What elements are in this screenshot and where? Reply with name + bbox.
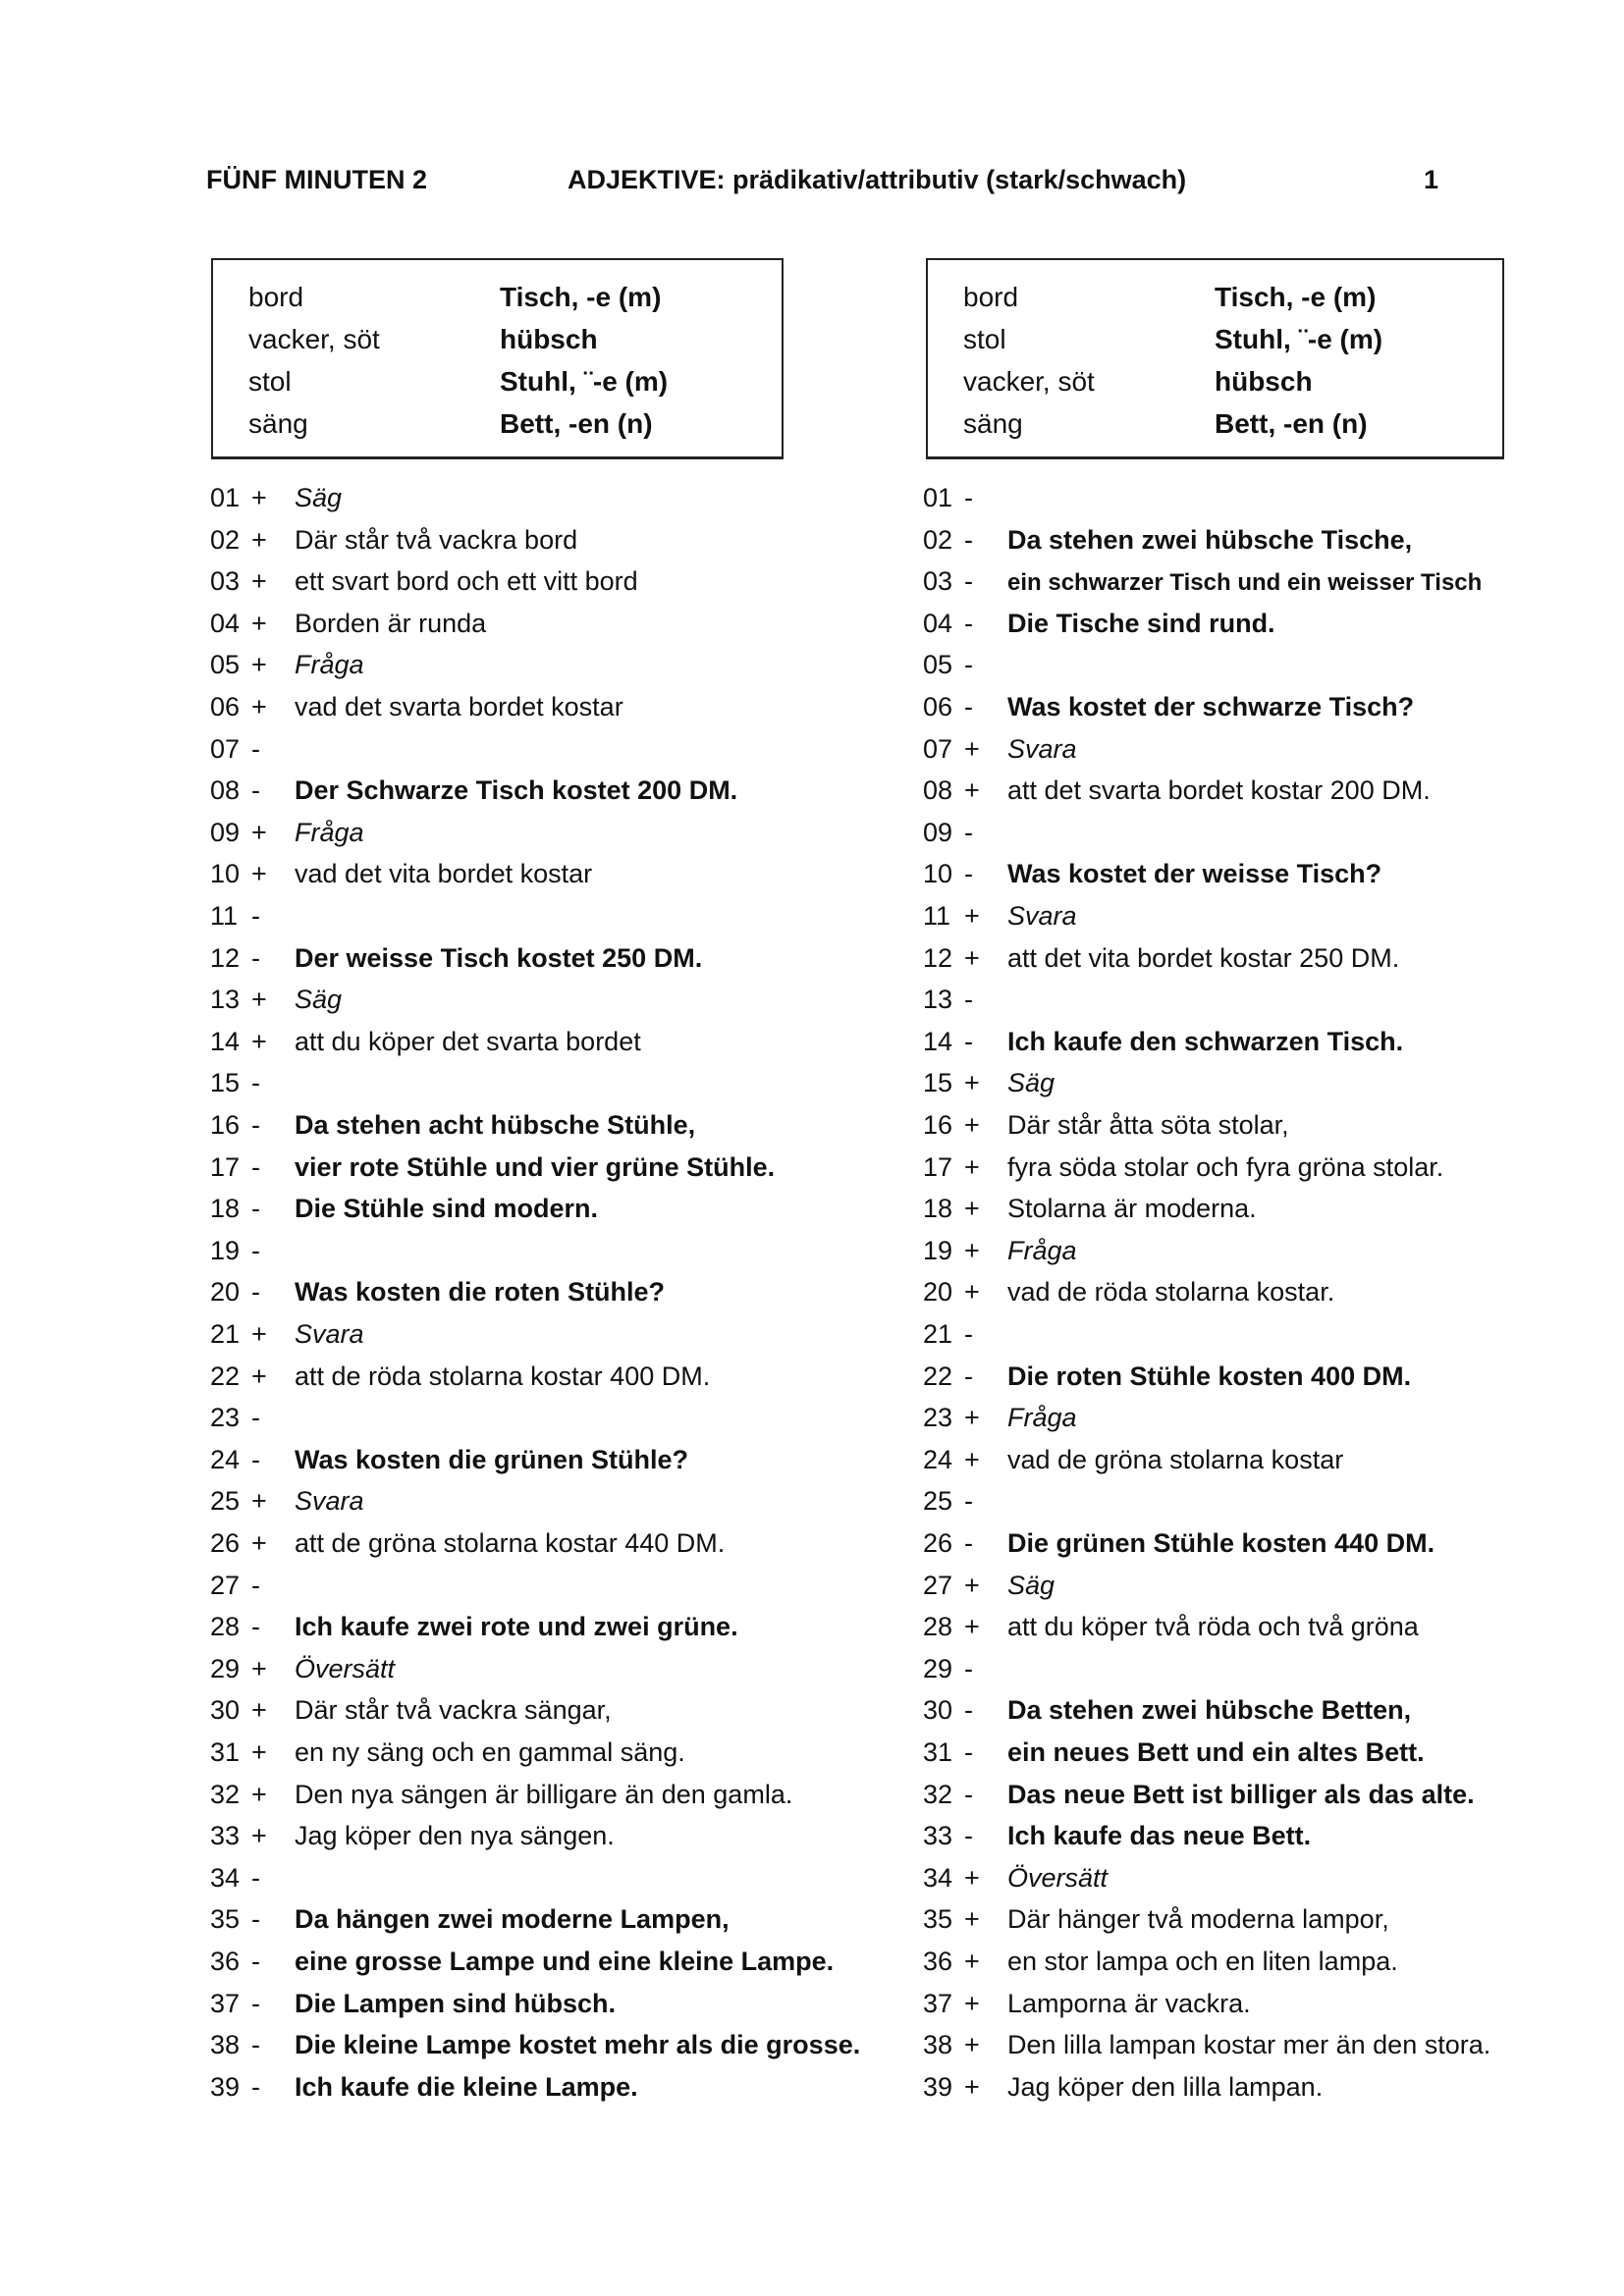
line-number: 22 xyxy=(923,1362,953,1391)
line-text: Jag köper den nya sängen. xyxy=(295,1821,615,1850)
vocab-german: Tisch, -e (m) xyxy=(500,282,662,312)
line-number: 18 xyxy=(923,1194,953,1223)
line-number: 05 xyxy=(210,650,241,679)
line-number: 25 xyxy=(210,1486,241,1516)
line-number: 36 xyxy=(923,1947,953,1976)
line-marker: - xyxy=(251,1445,260,1474)
vocab-german: Stuhl, ¨-e (m) xyxy=(1215,324,1383,354)
line-text: Säg xyxy=(1007,1571,1056,1600)
line-marker: - xyxy=(964,1027,973,1056)
line-text: Fråga xyxy=(295,818,364,847)
line-number: 24 xyxy=(210,1445,241,1474)
line-number: 22 xyxy=(210,1362,241,1391)
line-number: 04 xyxy=(210,609,241,638)
line-number: 39 xyxy=(923,2072,953,2102)
line-marker: - xyxy=(964,859,973,888)
line-marker: - xyxy=(251,2072,260,2102)
line-marker: + xyxy=(964,1612,980,1641)
line-number: 14 xyxy=(210,1027,241,1056)
line-number: 34 xyxy=(923,1863,953,1893)
line-number: 28 xyxy=(210,1612,241,1641)
line-marker: - xyxy=(964,1486,973,1516)
line-number: 32 xyxy=(210,1780,241,1809)
line-text: en ny säng och en gammal säng. xyxy=(295,1737,685,1767)
line-text: att du köper två röda och två gröna xyxy=(1007,1612,1419,1641)
line-marker: - xyxy=(964,1319,973,1349)
line-number: 15 xyxy=(210,1068,241,1097)
line-marker: - xyxy=(964,1780,973,1809)
line-marker: + xyxy=(964,1445,980,1474)
line-marker: - xyxy=(251,1947,260,1976)
line-marker: + xyxy=(964,1194,980,1223)
line-text: Die kleine Lampe kostet mehr als die grosse. xyxy=(295,2030,861,2059)
line-marker: - xyxy=(964,566,973,596)
page-number: 1 xyxy=(1424,165,1439,194)
line-number: 12 xyxy=(210,943,241,973)
line-number: 10 xyxy=(210,859,241,888)
line-marker: + xyxy=(964,1989,980,2018)
lesson-title: ADJEKTIVE: prädikativ/attributiv (stark/schwach) xyxy=(568,165,1187,194)
line-number: 08 xyxy=(923,775,953,805)
line-text: att det vita bordet kostar 250 DM. xyxy=(1007,943,1400,973)
line-text: vad de gröna stolarna kostar xyxy=(1007,1445,1344,1474)
line-text: att de gröna stolarna kostar 440 DM. xyxy=(295,1528,726,1558)
line-text: Der weisse Tisch kostet 250 DM. xyxy=(295,943,703,973)
line-number: 01 xyxy=(210,483,241,512)
line-marker: - xyxy=(964,692,973,721)
line-number: 26 xyxy=(210,1528,241,1558)
line-number: 02 xyxy=(210,525,241,555)
line-text: en stor lampa och en liten lampa. xyxy=(1007,1947,1398,1976)
line-text: Den nya sängen är billigare än den gamla. xyxy=(295,1780,793,1809)
line-number: 21 xyxy=(923,1319,953,1349)
vocab-swedish: bord xyxy=(963,282,1019,312)
vocab-german: Stuhl, ¨-e (m) xyxy=(500,366,669,397)
line-marker: + xyxy=(964,1236,980,1265)
line-text: Där hänger två moderna lampor, xyxy=(1007,1904,1389,1934)
line-number: 38 xyxy=(210,2030,241,2059)
line-marker: + xyxy=(964,1863,980,1893)
line-number: 12 xyxy=(923,943,953,973)
line-text: Da stehen acht hübsche Stühle, xyxy=(295,1110,696,1140)
line-marker: + xyxy=(964,1947,980,1976)
line-marker: + xyxy=(251,859,267,888)
line-marker: + xyxy=(251,692,267,721)
line-text: Was kostet der weisse Tisch? xyxy=(1007,859,1382,888)
vocab-german: Bett, -en (n) xyxy=(500,408,653,439)
line-number: 19 xyxy=(923,1236,953,1265)
line-number: 02 xyxy=(923,525,953,555)
page-header xyxy=(0,165,1624,208)
line-text: ett svart bord och ett vitt bord xyxy=(295,566,638,596)
vocab-swedish: vacker, söt xyxy=(963,366,1095,397)
line-marker: + xyxy=(251,1737,267,1767)
vocab-swedish: bord xyxy=(248,282,304,312)
line-text: Säg xyxy=(295,483,343,512)
line-number: 37 xyxy=(210,1989,241,2018)
line-number: 20 xyxy=(923,1277,953,1307)
line-number: 29 xyxy=(923,1654,953,1683)
line-number: 11 xyxy=(923,901,951,931)
line-number: 07 xyxy=(210,734,241,764)
line-text: Was kostet der schwarze Tisch? xyxy=(1007,692,1415,721)
line-text: Jag köper den lilla lampan. xyxy=(1007,2072,1324,2102)
vocab-swedish: vacker, söt xyxy=(248,324,380,354)
line-text: Ich kaufe zwei rote und zwei grüne. xyxy=(295,1612,738,1641)
vocab-swedish: säng xyxy=(963,408,1023,439)
line-number: 20 xyxy=(210,1277,241,1307)
line-text: Die roten Stühle kosten 400 DM. xyxy=(1007,1362,1412,1391)
line-number: 30 xyxy=(923,1695,953,1725)
line-number: 23 xyxy=(210,1403,241,1432)
line-marker: + xyxy=(251,1821,267,1850)
line-marker: + xyxy=(251,1319,267,1349)
line-marker: - xyxy=(964,1528,973,1558)
line-text: Där står två vackra sängar, xyxy=(295,1695,612,1725)
line-number: 28 xyxy=(923,1612,953,1641)
line-marker: - xyxy=(251,1194,260,1223)
line-number: 37 xyxy=(923,1989,953,2018)
line-text: Der Schwarze Tisch kostet 200 DM. xyxy=(295,775,738,805)
line-marker: - xyxy=(251,775,260,805)
line-text: Översätt xyxy=(1007,1863,1109,1893)
line-text: Svara xyxy=(1007,901,1077,931)
line-marker: + xyxy=(251,1780,267,1809)
line-text: att du köper det svarta bordet xyxy=(295,1027,641,1056)
line-number: 30 xyxy=(210,1695,241,1725)
line-marker: - xyxy=(251,1904,260,1934)
line-text: att det svarta bordet kostar 200 DM. xyxy=(1007,775,1431,805)
line-text: Die Stühle sind modern. xyxy=(295,1194,599,1223)
line-marker: - xyxy=(964,1362,973,1391)
vocab-swedish: stol xyxy=(963,324,1006,354)
line-number: 16 xyxy=(210,1110,241,1140)
vocab-swedish: säng xyxy=(248,408,308,439)
line-marker: + xyxy=(964,2072,980,2102)
line-marker: + xyxy=(251,818,267,847)
line-number: 38 xyxy=(923,2030,953,2059)
line-marker: + xyxy=(251,525,267,555)
line-number: 19 xyxy=(210,1236,241,1265)
line-marker: - xyxy=(251,1571,260,1600)
vocab-german: Tisch, -e (m) xyxy=(1215,282,1377,312)
line-number: 31 xyxy=(210,1737,241,1767)
line-number: 23 xyxy=(923,1403,953,1432)
line-marker: + xyxy=(251,1027,267,1056)
line-marker: - xyxy=(964,1737,973,1767)
line-marker: + xyxy=(964,1277,980,1307)
line-marker: - xyxy=(251,2030,260,2059)
line-marker: - xyxy=(251,1612,260,1641)
line-number: 29 xyxy=(210,1654,241,1683)
line-text: Den lilla lampan kostar mer än den stora. xyxy=(1007,2030,1491,2059)
line-number: 13 xyxy=(923,985,953,1014)
line-marker: + xyxy=(964,943,980,973)
line-text: Ich kaufe den schwarzen Tisch. xyxy=(1007,1027,1404,1056)
line-text: Ich kaufe das neue Bett. xyxy=(1007,1821,1312,1850)
line-marker: + xyxy=(251,650,267,679)
line-marker: - xyxy=(964,1654,973,1683)
line-marker: + xyxy=(964,1068,980,1097)
line-number: 17 xyxy=(210,1152,241,1182)
line-text: Die Lampen sind hübsch. xyxy=(295,1989,617,2018)
line-number: 26 xyxy=(923,1528,953,1558)
line-marker: + xyxy=(964,1904,980,1934)
line-number: 01 xyxy=(923,483,953,512)
line-marker: + xyxy=(251,985,267,1014)
line-text: Das neue Bett ist billiger als das alte. xyxy=(1007,1780,1475,1809)
line-marker: - xyxy=(251,1152,260,1182)
line-number: 18 xyxy=(210,1194,241,1223)
line-marker: + xyxy=(251,1486,267,1516)
vocab-swedish: stol xyxy=(248,366,292,397)
line-text: Där står åtta söta stolar, xyxy=(1007,1110,1289,1140)
line-number: 11 xyxy=(210,901,239,931)
line-marker: + xyxy=(964,2030,980,2059)
line-marker: - xyxy=(964,1695,973,1725)
line-marker: - xyxy=(964,483,973,512)
line-marker: - xyxy=(251,901,260,931)
line-marker: - xyxy=(251,1989,260,2018)
line-text: vier rote Stühle und vier grüne Stühle. xyxy=(295,1152,776,1182)
line-number: 15 xyxy=(923,1068,953,1097)
line-text: Fråga xyxy=(1007,1403,1077,1432)
line-number: 35 xyxy=(210,1904,241,1934)
line-text: eine grosse Lampe und eine kleine Lampe. xyxy=(295,1947,835,1976)
line-text: ein neues Bett und ein altes Bett. xyxy=(1007,1737,1425,1767)
line-number: 09 xyxy=(923,818,953,847)
line-marker: + xyxy=(251,483,267,512)
line-number: 35 xyxy=(923,1904,953,1934)
line-marker: - xyxy=(964,985,973,1014)
line-number: 33 xyxy=(210,1821,241,1850)
line-marker: + xyxy=(964,734,980,764)
line-marker: - xyxy=(251,943,260,973)
line-text: Svara xyxy=(295,1486,364,1516)
line-number: 31 xyxy=(923,1737,953,1767)
line-marker: - xyxy=(964,525,973,555)
line-number: 05 xyxy=(923,650,953,679)
line-number: 33 xyxy=(923,1821,953,1850)
line-text: Lamporna är vackra. xyxy=(1007,1989,1251,2018)
line-text: Da stehen zwei hübsche Tische, xyxy=(1007,525,1413,555)
line-number: 17 xyxy=(923,1152,953,1182)
line-marker: + xyxy=(251,566,267,596)
line-text: Fråga xyxy=(295,650,364,679)
line-number: 03 xyxy=(923,566,953,596)
line-number: 25 xyxy=(923,1486,953,1516)
line-text: Was kosten die roten Stühle? xyxy=(295,1277,666,1307)
line-text: Säg xyxy=(295,985,343,1014)
line-text: Da hängen zwei moderne Lampen, xyxy=(295,1904,730,1934)
line-number: 09 xyxy=(210,818,241,847)
line-text: Svara xyxy=(1007,734,1077,764)
line-marker: + xyxy=(251,1528,267,1558)
vocab-box-left xyxy=(211,258,784,459)
line-marker: - xyxy=(251,1236,260,1265)
line-marker: + xyxy=(964,1152,980,1182)
line-marker: - xyxy=(251,1068,260,1097)
line-text: ein schwarzer Tisch und ein weisser Tisch xyxy=(1007,569,1483,596)
line-number: 06 xyxy=(210,692,241,721)
line-number: 08 xyxy=(210,775,241,805)
line-marker: + xyxy=(251,609,267,638)
line-marker: - xyxy=(251,1277,260,1307)
line-number: 27 xyxy=(923,1571,953,1600)
line-marker: - xyxy=(251,1110,260,1140)
line-marker: + xyxy=(251,1695,267,1725)
line-text: Översätt xyxy=(295,1654,396,1683)
line-marker: + xyxy=(964,901,980,931)
vocab-german: Bett, -en (n) xyxy=(1215,408,1368,439)
course-title: FÜNF MINUTEN 2 xyxy=(206,165,427,194)
line-number: 07 xyxy=(923,734,953,764)
line-marker: - xyxy=(964,650,973,679)
line-number: 06 xyxy=(923,692,953,721)
line-text: Da stehen zwei hübsche Betten, xyxy=(1007,1695,1412,1725)
line-text: Säg xyxy=(1007,1068,1056,1097)
line-marker: + xyxy=(964,1110,980,1140)
line-number: 32 xyxy=(923,1780,953,1809)
line-number: 04 xyxy=(923,609,953,638)
line-text: Fråga xyxy=(1007,1236,1077,1265)
line-text: Där står två vackra bord xyxy=(295,525,578,555)
line-marker: + xyxy=(964,1571,980,1600)
line-text: Stolarna är moderna. xyxy=(1007,1194,1257,1223)
line-marker: - xyxy=(964,818,973,847)
line-text: Borden är runda xyxy=(295,609,487,638)
vocab-german: hübsch xyxy=(500,324,598,354)
line-text: Ich kaufe die kleine Lampe. xyxy=(295,2072,638,2102)
line-number: 39 xyxy=(210,2072,241,2102)
line-number: 34 xyxy=(210,1863,241,1893)
line-number: 16 xyxy=(923,1110,953,1140)
line-number: 03 xyxy=(210,566,241,596)
line-marker: - xyxy=(964,1821,973,1850)
line-text: Svara xyxy=(295,1319,364,1349)
line-number: 14 xyxy=(923,1027,953,1056)
line-marker: + xyxy=(964,775,980,805)
line-marker: + xyxy=(251,1362,267,1391)
line-text: att de röda stolarna kostar 400 DM. xyxy=(295,1362,711,1391)
line-number: 21 xyxy=(210,1319,241,1349)
vocab-box-right xyxy=(926,258,1504,459)
line-number: 24 xyxy=(923,1445,953,1474)
line-number: 36 xyxy=(210,1947,241,1976)
line-marker: - xyxy=(251,1403,260,1432)
line-number: 27 xyxy=(210,1571,241,1600)
line-marker: + xyxy=(251,1654,267,1683)
line-text: Die grünen Stühle kosten 440 DM. xyxy=(1007,1528,1435,1558)
line-text: vad det svarta bordet kostar xyxy=(295,692,623,721)
line-marker: - xyxy=(964,609,973,638)
line-text: vad det vita bordet kostar xyxy=(295,859,593,888)
line-number: 13 xyxy=(210,985,241,1014)
line-number: 10 xyxy=(923,859,953,888)
line-marker: - xyxy=(251,734,260,764)
line-text: fyra söda stolar och fyra gröna stolar. xyxy=(1007,1152,1444,1182)
vocab-german: hübsch xyxy=(1215,366,1313,397)
line-text: Was kosten die grünen Stühle? xyxy=(295,1445,689,1474)
line-text: vad de röda stolarna kostar. xyxy=(1007,1277,1335,1307)
line-text: Die Tische sind rund. xyxy=(1007,609,1275,638)
line-marker: + xyxy=(964,1403,980,1432)
line-marker: - xyxy=(251,1863,260,1893)
